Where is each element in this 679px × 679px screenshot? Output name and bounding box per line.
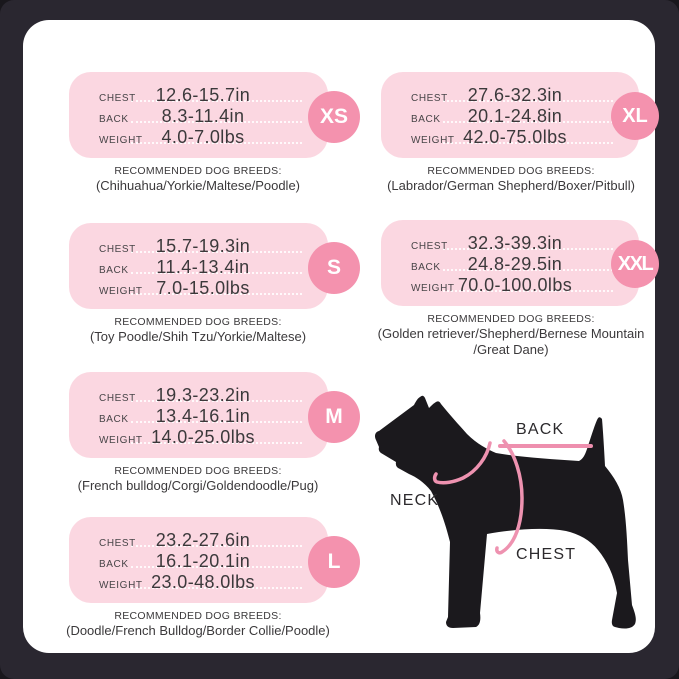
- chest-value: 23.2-27.6in: [155, 530, 251, 550]
- measurement-label-chest: CHEST: [99, 244, 136, 255]
- dog-diagram-svg: [368, 386, 660, 668]
- recommended-breeds-m: [48, 464, 348, 494]
- measurement-label-weight: WEIGHT: [99, 286, 143, 297]
- measurement-row-back: [69, 257, 328, 278]
- measurement-label-back: BACK: [99, 414, 129, 425]
- breeds-line: (Chihuahua/Yorkie/Maltese/Poodle): [95, 178, 301, 193]
- measurement-label-back: BACK: [99, 265, 129, 276]
- diagram-label-back: BACK: [516, 421, 565, 438]
- recommended-breeds-l: [48, 609, 348, 639]
- measurement-row-chest: [69, 85, 328, 106]
- size-group-xxl: [377, 220, 653, 357]
- size-card-xl: [381, 72, 648, 158]
- measurement-row-back: [69, 106, 328, 127]
- weight-value: 4.0-7.0lbs: [161, 127, 245, 147]
- measurement-label-weight: WEIGHT: [99, 580, 143, 591]
- measurement-row-weight: [69, 278, 328, 299]
- measurement-label-weight: WEIGHT: [411, 135, 455, 146]
- recommended-breeds-xl: [361, 164, 661, 194]
- measurement-label-weight: WEIGHT: [99, 435, 143, 446]
- breeds-line: /Great Dane): [473, 341, 549, 357]
- measurement-row-weight: [69, 427, 328, 448]
- measurement-row-chest: [69, 236, 328, 257]
- breeds-line: (French bulldog/Corgi/Goldendoodle/Pug): [77, 478, 319, 493]
- size-badge-l: L: [308, 536, 360, 588]
- measurement-row-chest: [381, 233, 639, 254]
- measurement-label-back: BACK: [411, 262, 441, 273]
- size-group-m: [69, 372, 343, 493]
- weight-value: 42.0-75.0lbs: [463, 127, 567, 147]
- weight-value: 23.0-48.0lbs: [151, 572, 255, 592]
- measurement-label-back: BACK: [99, 114, 129, 125]
- size-card-m: [69, 372, 343, 458]
- recommended-header: RECOMMENDED DOG BREEDS:: [114, 165, 282, 177]
- dog-silhouette: [375, 396, 636, 629]
- measurement-label-chest: CHEST: [99, 93, 136, 104]
- breeds-line: (Golden retriever/Shepherd/Bernese Mountain: [377, 326, 645, 341]
- size-badge-xxl: XXL: [611, 240, 659, 288]
- back-value: 24.8-29.5in: [467, 254, 563, 274]
- measurement-label-back: BACK: [99, 559, 129, 570]
- recommended-header: RECOMMENDED DOG BREEDS:: [427, 313, 595, 325]
- diagram-label-chest: CHEST: [516, 546, 577, 563]
- measurement-label-chest: CHEST: [411, 241, 448, 252]
- measurement-row-back: [381, 106, 639, 127]
- back-value: 13.4-16.1in: [155, 406, 251, 426]
- size-group-xl: [381, 72, 648, 193]
- size-badge-s: S: [308, 242, 360, 294]
- breeds-line: (Labrador/German Shepherd/Boxer/Pitbull): [387, 178, 635, 193]
- chest-value: 32.3-39.3in: [467, 233, 563, 253]
- weight-value: 14.0-25.0lbs: [151, 427, 255, 447]
- measurement-row-chest: [69, 385, 328, 406]
- size-group-s: [69, 223, 341, 344]
- measurement-label-chest: CHEST: [411, 93, 448, 104]
- measurement-row-weight: [69, 127, 328, 148]
- measurement-row-weight: [69, 572, 328, 593]
- weight-value: 7.0-15.0lbs: [156, 278, 250, 298]
- size-group-l: [66, 517, 341, 638]
- size-badge-xs: XS: [308, 91, 360, 143]
- measurement-row-back: [69, 406, 328, 427]
- diagram-label-neck: NECK: [390, 492, 440, 509]
- recommended-header: RECOMMENDED DOG BREEDS:: [114, 465, 282, 477]
- back-value: 11.4-13.4in: [156, 257, 250, 277]
- size-chart-panel: [23, 20, 655, 653]
- size-card-xs: [69, 72, 348, 158]
- measurement-row-chest: [381, 85, 639, 106]
- measurement-label-chest: CHEST: [99, 538, 136, 549]
- recommended-header: RECOMMENDED DOG BREEDS:: [114, 316, 282, 328]
- recommended-breeds-s: [48, 315, 348, 345]
- size-card-xxl: [381, 220, 653, 306]
- measurement-label-weight: WEIGHT: [411, 283, 455, 294]
- weight-value: 70.0-100.0lbs: [457, 275, 573, 295]
- size-group-xs: [69, 72, 348, 193]
- measurement-row-weight: [381, 275, 639, 296]
- recommended-breeds-xs: [48, 164, 348, 194]
- chest-value: 27.6-32.3in: [467, 85, 563, 105]
- back-value: 20.1-24.8in: [467, 106, 563, 126]
- breeds-line: (Toy Poodle/Shih Tzu/Yorkie/Maltese): [89, 329, 307, 344]
- recommended-header: RECOMMENDED DOG BREEDS:: [114, 610, 282, 622]
- size-badge-xl: XL: [611, 92, 659, 140]
- measurement-row-weight: [381, 127, 639, 148]
- back-value: 16.1-20.1in: [155, 551, 251, 571]
- measurement-label-weight: WEIGHT: [99, 135, 143, 146]
- measurement-label-chest: CHEST: [99, 393, 136, 404]
- back-value: 8.3-11.4in: [161, 106, 245, 126]
- recommended-header: RECOMMENDED DOG BREEDS:: [427, 165, 595, 177]
- chest-value: 15.7-19.3in: [155, 236, 251, 256]
- size-card-s: [69, 223, 341, 309]
- measurement-row-back: [69, 551, 328, 572]
- measurement-label-back: BACK: [411, 114, 441, 125]
- breeds-line: (Doodle/French Bulldog/Border Collie/Poodle): [66, 623, 330, 638]
- measurement-row-back: [381, 254, 639, 275]
- measurement-row-chest: [69, 530, 328, 551]
- size-badge-m: M: [308, 391, 360, 443]
- size-card-l: [69, 517, 341, 603]
- chest-value: 12.6-15.7in: [155, 85, 251, 105]
- dog-measurement-diagram: [368, 386, 660, 668]
- chest-value: 19.3-23.2in: [155, 385, 251, 405]
- recommended-breeds-xxl: [361, 312, 661, 357]
